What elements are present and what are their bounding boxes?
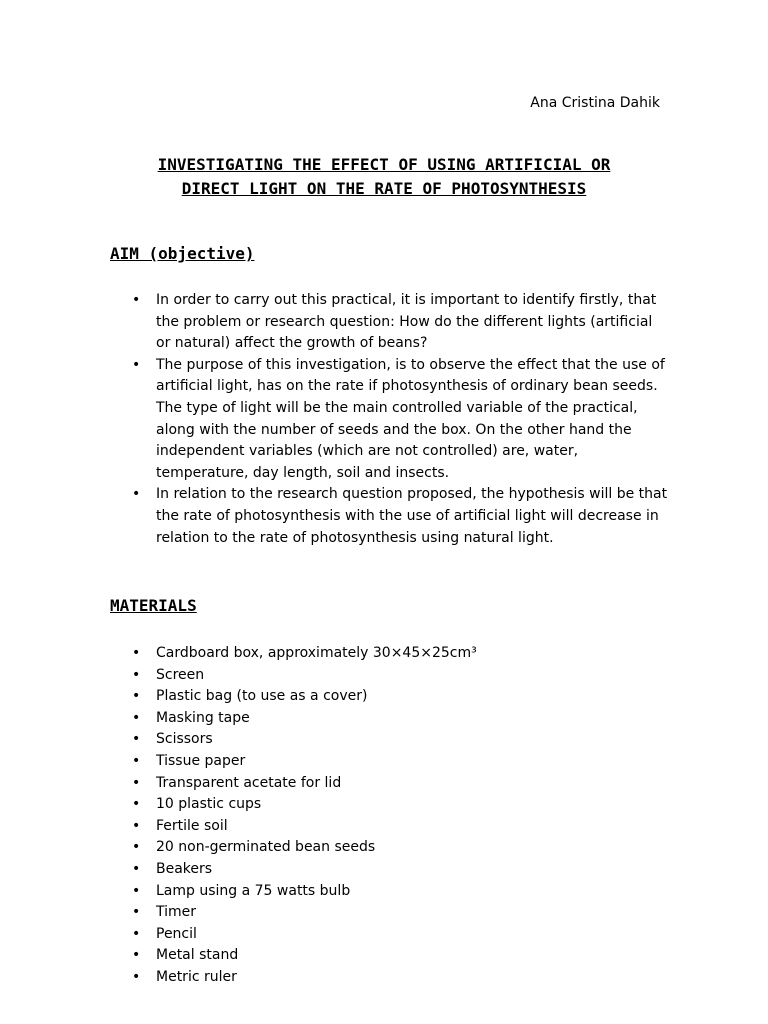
author-name: Ana Cristina Dahik (530, 95, 660, 111)
material-item: • 20 non-germinated bean seeds (130, 837, 670, 859)
title-line-1: INVESTIGATING THE EFFECT OF USING ARTIFICIAL OR (157, 154, 611, 174)
title-line-2: DIRECT LIGHT ON THE RATE OF PHOTOSYNTHESIS (181, 178, 587, 198)
material-item: • 10 plastic cups (130, 794, 670, 816)
material-item: • Tissue paper (130, 751, 670, 773)
material-item: • Transparent acetate for lid (130, 773, 670, 795)
material-item: • Fertile soil (130, 816, 670, 838)
material-item: • Timer (130, 902, 670, 924)
material-item: • Pencil (130, 924, 670, 946)
material-item: • Cardboard box, approximately 30×45×25cm³ (130, 643, 670, 665)
material-item: • Metal stand (130, 945, 670, 967)
materials-list (130, 643, 670, 989)
material-item: • Metric ruler (130, 967, 670, 989)
material-item: • Lamp using a 75 watts bulb (130, 881, 670, 903)
material-item: • Scissors (130, 729, 670, 751)
material-item: • Screen (130, 665, 670, 687)
material-item: • Beakers (130, 859, 670, 881)
aim-list (130, 290, 670, 549)
aim-item: • In order to carry out this practical, it is important to identify firstly, that the problem or research question: How do the different lights (artificial or natural) affect the growth of beans? (130, 290, 670, 355)
material-item: • Plastic bag (to use as a cover) (130, 686, 670, 708)
aim-heading: AIM (objective) (110, 244, 255, 263)
material-item: • Masking tape (130, 708, 670, 730)
materials-heading: MATERIALS (110, 596, 197, 615)
aim-item: • In relation to the research question proposed, the hypothesis will be that the rate of photosynthesis with the use of artificial light will decrease in relation to the rate of photosynthesis using natural light. (130, 484, 670, 549)
aim-item: • The purpose of this investigation, is to observe the effect that the use of artificial light, has on the rate if photosynthesis of ordinary bean seeds. The type of light will be the main controlled variable of the practical, along with the number of seeds and the box. On the other hand the independent variables (which are not controlled) are, water, temperature, day length, soil and insects. (130, 355, 670, 485)
document-title (60, 153, 708, 201)
